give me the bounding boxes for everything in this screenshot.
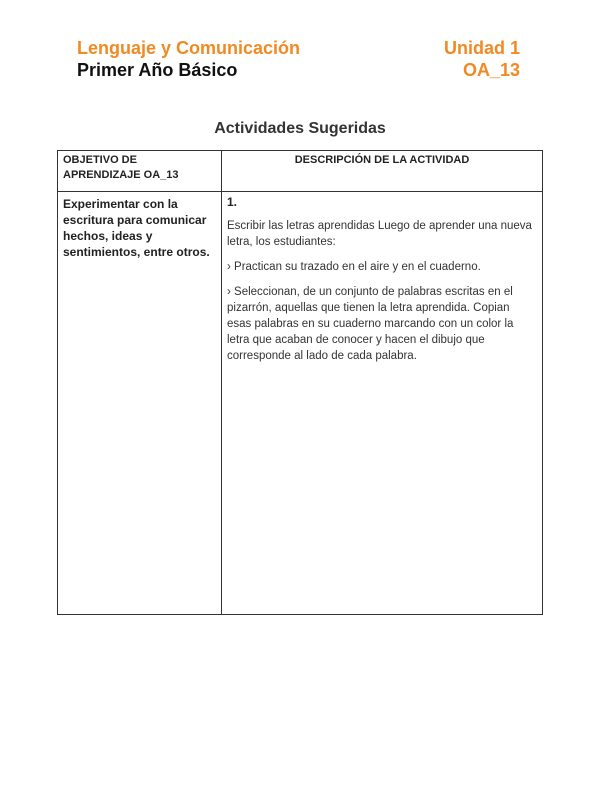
header-right: [444, 37, 520, 81]
unit-label: Unidad 1: [443, 38, 520, 58]
activity-intro: Escribir las letras aprendidas Luego de aprender una nueva letra, los estudiantes:: [227, 220, 532, 248]
header-left: [77, 37, 300, 81]
table-header-row: [58, 151, 543, 192]
subject-title: Lenguaje y Comunicación: [77, 38, 301, 58]
col1-header: OBJETIVO DE APRENDIZAJE OA_13: [63, 154, 179, 181]
activity-step-1: › Practican su trazado en el aire y en el cuaderno.: [227, 261, 481, 273]
col1-header-cell: [58, 151, 222, 192]
objective-cell: [58, 192, 222, 615]
col2-header-cell: [222, 151, 543, 192]
table-row: [58, 192, 543, 615]
col2-header: DESCRIPCIÓN DE LA ACTIVIDAD: [294, 154, 470, 166]
level-title: Primer Año Básico: [77, 60, 238, 80]
activity-step-2: › Seleccionan, de un conjunto de palabras escritas en el pizarrón, aquellas que tienen la letra aprendida. Copian esas palabras en su cuaderno marcando con un color la letra que acaban de conocer y hacen el dibujo que corresponde al lado de cada palabra.: [227, 286, 514, 362]
objective-code: OA_13: [462, 60, 520, 80]
activity-number: 1.: [227, 195, 238, 209]
activities-table: [57, 150, 543, 615]
description-cell: [222, 192, 543, 615]
objective-text: Experimentar con la escritura para comunicar hechos, ideas y sentimientos, entre otros.: [63, 197, 210, 259]
page-title: Actividades Sugeridas: [214, 120, 386, 137]
